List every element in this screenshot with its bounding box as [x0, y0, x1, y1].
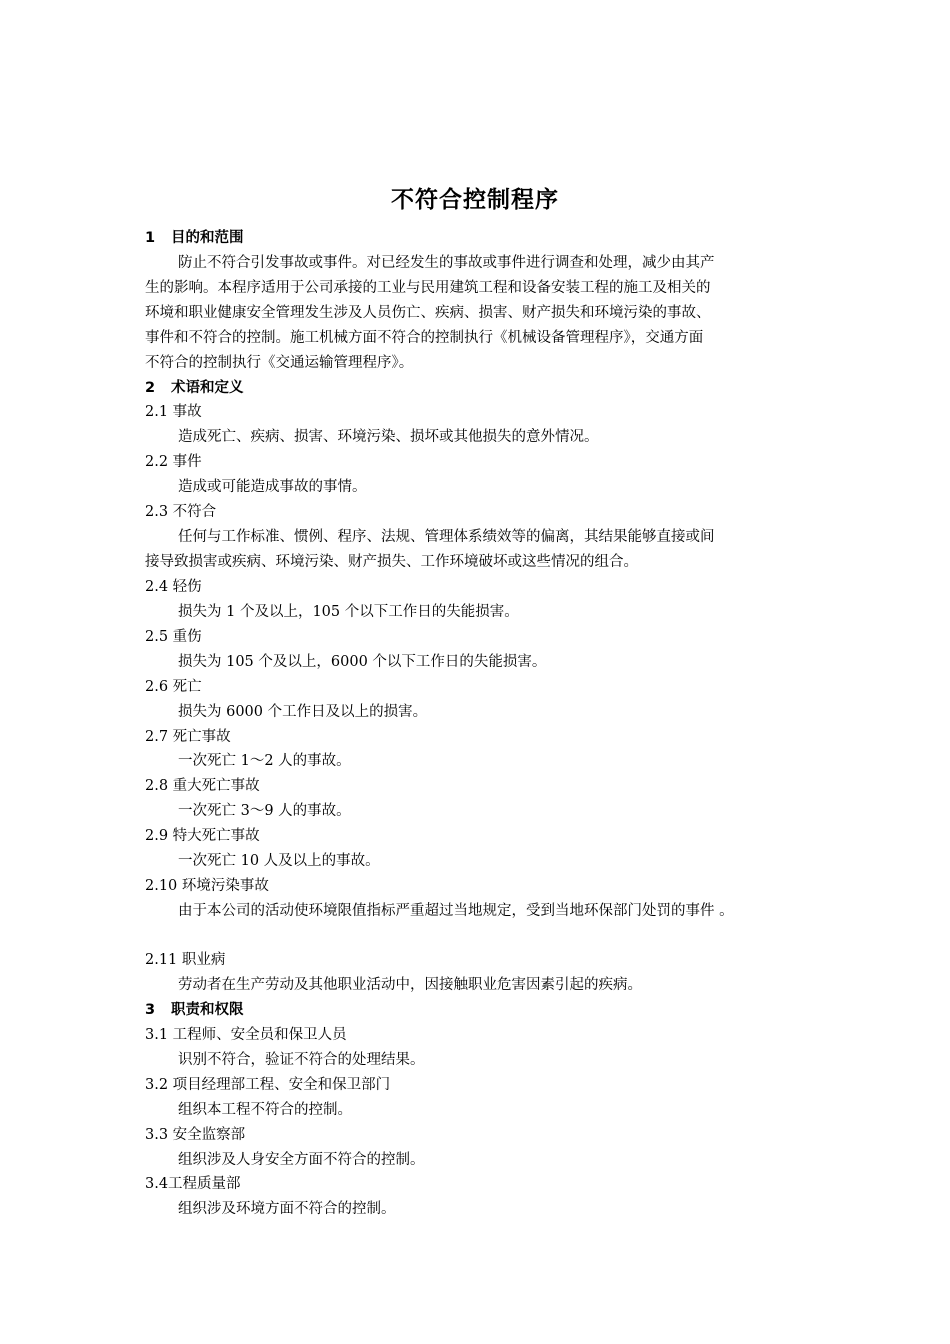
term-definition: 造成死亡、疾病、损害、环境污染、损坏或其他损失的意外情况。: [178, 429, 599, 445]
term-label: 2.6 死亡: [145, 679, 202, 695]
section-number: 2: [145, 380, 156, 396]
paragraph-line: 环境和职业健康安全管理发生涉及人员伤亡、疾病、损害、财产损失和环境污染的事故、: [145, 305, 711, 321]
term-definition: 劳动者在生产劳动及其他职业活动中，因接触职业危害因素引起的疾病。: [178, 977, 642, 993]
duty-label: 3.2 项目经理部工程、安全和保卫部门: [145, 1077, 391, 1093]
paragraph-line: 生的影响。本程序适用于公司承接的工业与民用建筑工程和设备安装工程的施工及相关的: [145, 280, 711, 296]
paragraph-line: 不符合的控制执行《交通运输管理程序》。: [145, 355, 414, 371]
term-definition: 接导致损害或疾病、环境污染、财产损失、工作环境破坏或这些情况的组合。: [145, 554, 638, 570]
section-heading-1: [145, 228, 825, 248]
paragraph-line: 防止不符合引发事故或事件。对已经发生的事故或事件进行调查和处理，减少由其产: [178, 255, 715, 271]
term-definition: 一次死亡 3～9 人的事故。: [178, 803, 351, 819]
section-title: 职责和权限: [171, 1002, 244, 1018]
term-definition: 一次死亡 1～2 人的事故。: [178, 753, 351, 769]
term-label: 2.5 重伤: [145, 629, 202, 645]
term-definition: 任何与工作标准、惯例、程序、法规、管理体系绩效等的偏离，其结果能够直接或间: [178, 529, 715, 545]
term-label: 2.11 职业病: [145, 952, 226, 968]
term-label: 2.3 不符合: [145, 504, 217, 520]
term-label: 2.4 轻伤: [145, 579, 202, 595]
term-definition: 损失为 6000 个工作日及以上的损害。: [178, 704, 428, 720]
paragraph-line: 事件和不符合的控制。施工机械方面不符合的控制执行《机械设备管理程序》，交通方面: [145, 330, 704, 346]
duty-label: 3.3 安全监察部: [145, 1127, 246, 1143]
section-number: 1: [145, 230, 156, 246]
term-definition: 损失为 1 个及以上，105 个以下工作日的失能损害。: [178, 604, 519, 620]
duty-label: 3.1 工程师、安全员和保卫人员: [145, 1027, 347, 1043]
term-definition: 造成或可能造成事故的事情。: [178, 479, 367, 495]
duty-text: 识别不符合，验证不符合的处理结果。: [178, 1052, 425, 1068]
section-heading-2: [145, 378, 825, 398]
document-title: 不符合控制程序: [391, 187, 559, 213]
duty-text: 组织涉及环境方面不符合的控制。: [178, 1201, 396, 1217]
term-label: 2.1 事故: [145, 404, 202, 420]
duty-label: 3.4工程质量部: [145, 1176, 241, 1192]
term-definition: 损失为 105 个及以上，6000 个以下工作日的失能损害。: [178, 654, 547, 670]
section-title: 术语和定义: [171, 380, 244, 396]
term-label: 2.10 环境污染事故: [145, 878, 269, 894]
term-label: 2.8 重大死亡事故: [145, 778, 260, 794]
term-label: 2.2 事件: [145, 454, 202, 470]
section-heading-3: [145, 1000, 825, 1020]
term-definition: 由于本公司的活动使环境限值指标严重超过当地规定，受到当地环保部门处罚的事件 。: [178, 903, 734, 919]
term-definition: 一次死亡 10 人及以上的事故。: [178, 853, 380, 869]
duty-text: 组织涉及人身安全方面不符合的控制。: [178, 1152, 425, 1168]
term-label: 2.7 死亡事故: [145, 729, 231, 745]
section-number: 3: [145, 1002, 156, 1018]
duty-text: 组织本工程不符合的控制。: [178, 1102, 352, 1118]
term-label: 2.9 特大死亡事故: [145, 828, 260, 844]
section-title: 目的和范围: [171, 230, 244, 246]
